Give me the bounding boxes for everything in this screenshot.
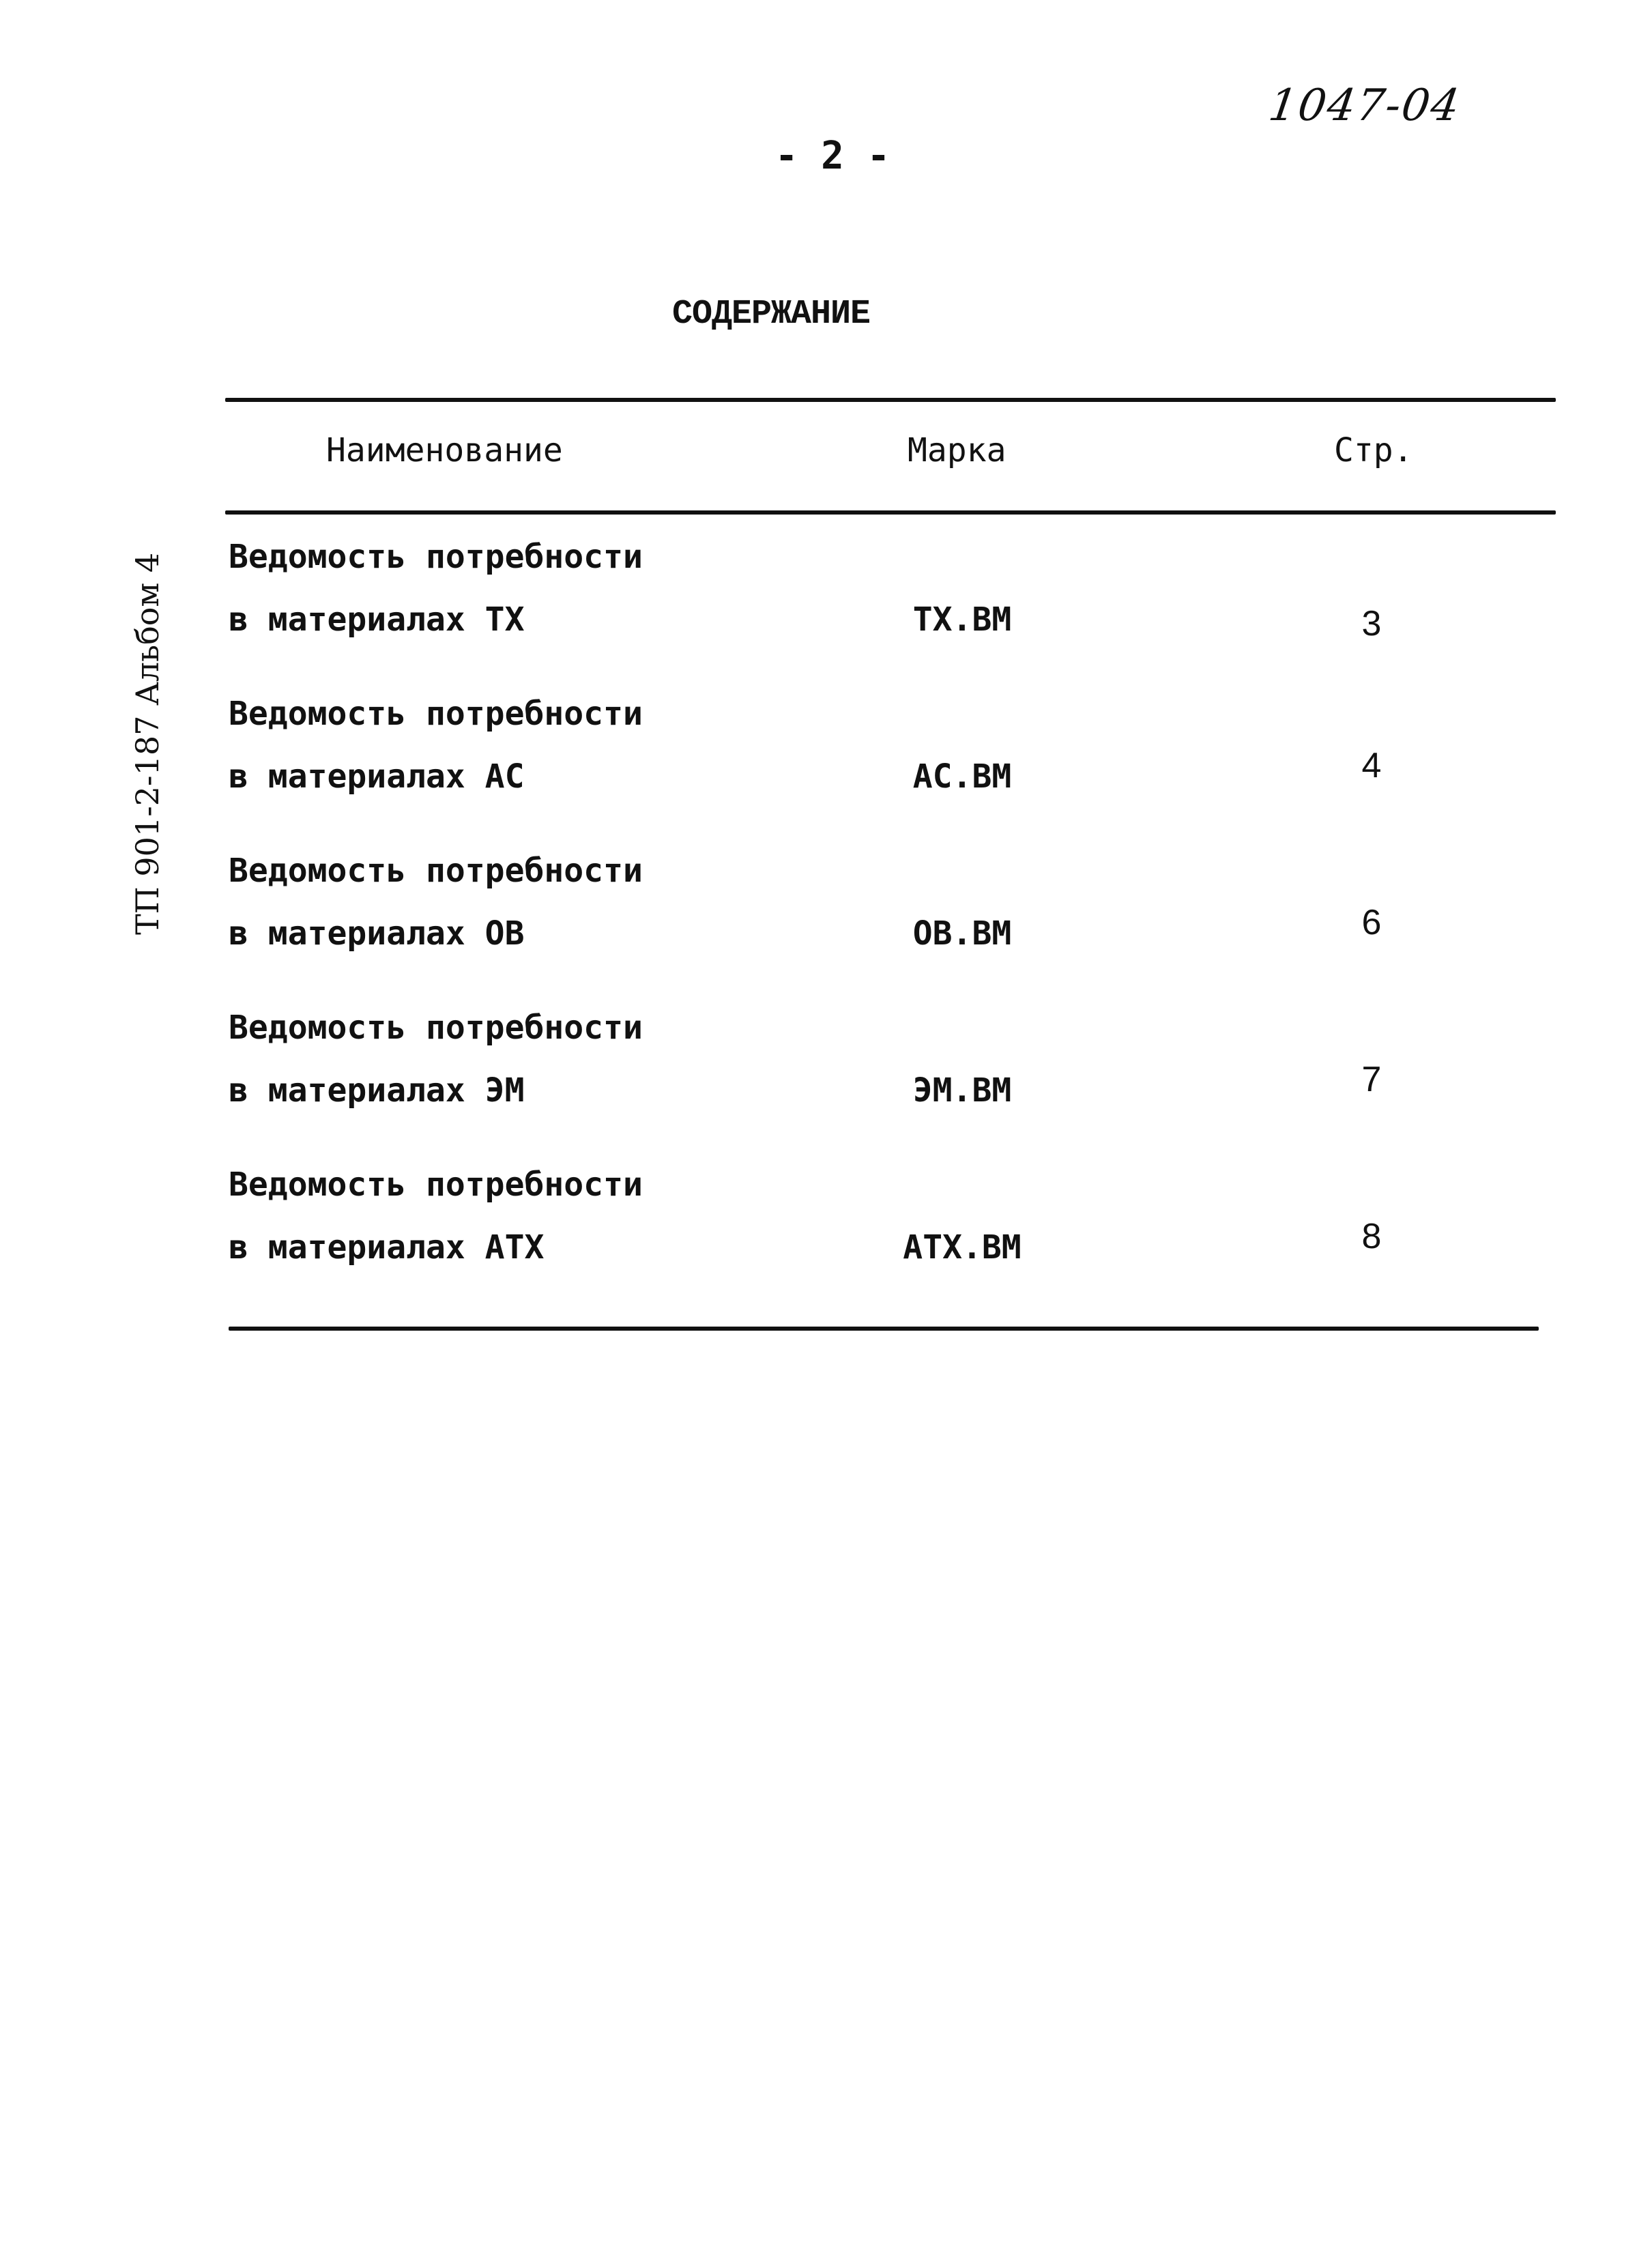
table-row-name xyxy=(229,1153,643,1279)
row-page: 7 xyxy=(1361,1060,1382,1099)
table-bottom-rule xyxy=(229,1327,1539,1331)
table-row-name xyxy=(229,525,643,651)
row-page: 4 xyxy=(1361,746,1382,785)
row-name-line2: в материалах ОВ xyxy=(229,914,525,953)
row-mark: ОВ.ВМ xyxy=(912,914,1012,953)
table-row-name xyxy=(229,682,643,808)
row-name-line1: Ведомость потребности xyxy=(229,538,643,576)
header-page: Стр. xyxy=(1334,431,1413,469)
row-name-line1: Ведомость потребности xyxy=(229,852,643,890)
row-mark: ЭМ.ВМ xyxy=(912,1071,1012,1110)
row-name-line1: Ведомость потребности xyxy=(229,1166,643,1204)
page-number: - 2 - xyxy=(774,134,890,178)
table-header-rule xyxy=(225,510,1556,515)
row-page: 6 xyxy=(1361,903,1382,942)
row-name-line2: в материалах ТХ xyxy=(229,601,525,639)
header-mark: Марка xyxy=(908,431,1006,469)
row-mark: АТХ.ВМ xyxy=(903,1228,1021,1267)
side-document-label: ТП 901-2-187 Альбом 4 xyxy=(129,552,166,935)
row-name-line2: в материалах АС xyxy=(229,757,525,796)
table-top-rule xyxy=(225,398,1556,402)
row-name-line2: в материалах АТХ xyxy=(229,1228,545,1267)
row-name-line2: в материалах ЭМ xyxy=(229,1071,525,1110)
row-mark: АС.ВМ xyxy=(912,757,1012,796)
row-name-line1: Ведомость потребности xyxy=(229,695,643,733)
page-title: СОДЕРЖАНИЕ xyxy=(671,295,871,334)
row-mark: ТХ.ВМ xyxy=(912,601,1012,639)
row-page: 3 xyxy=(1361,604,1382,643)
table-row-name xyxy=(229,996,643,1122)
row-page: 8 xyxy=(1361,1217,1382,1256)
document-number-stamp: 1047-04 xyxy=(1265,81,1464,131)
row-name-line1: Ведомость потребности xyxy=(229,1009,643,1047)
header-name: Наименование xyxy=(326,431,563,469)
table-row-name xyxy=(229,839,643,965)
